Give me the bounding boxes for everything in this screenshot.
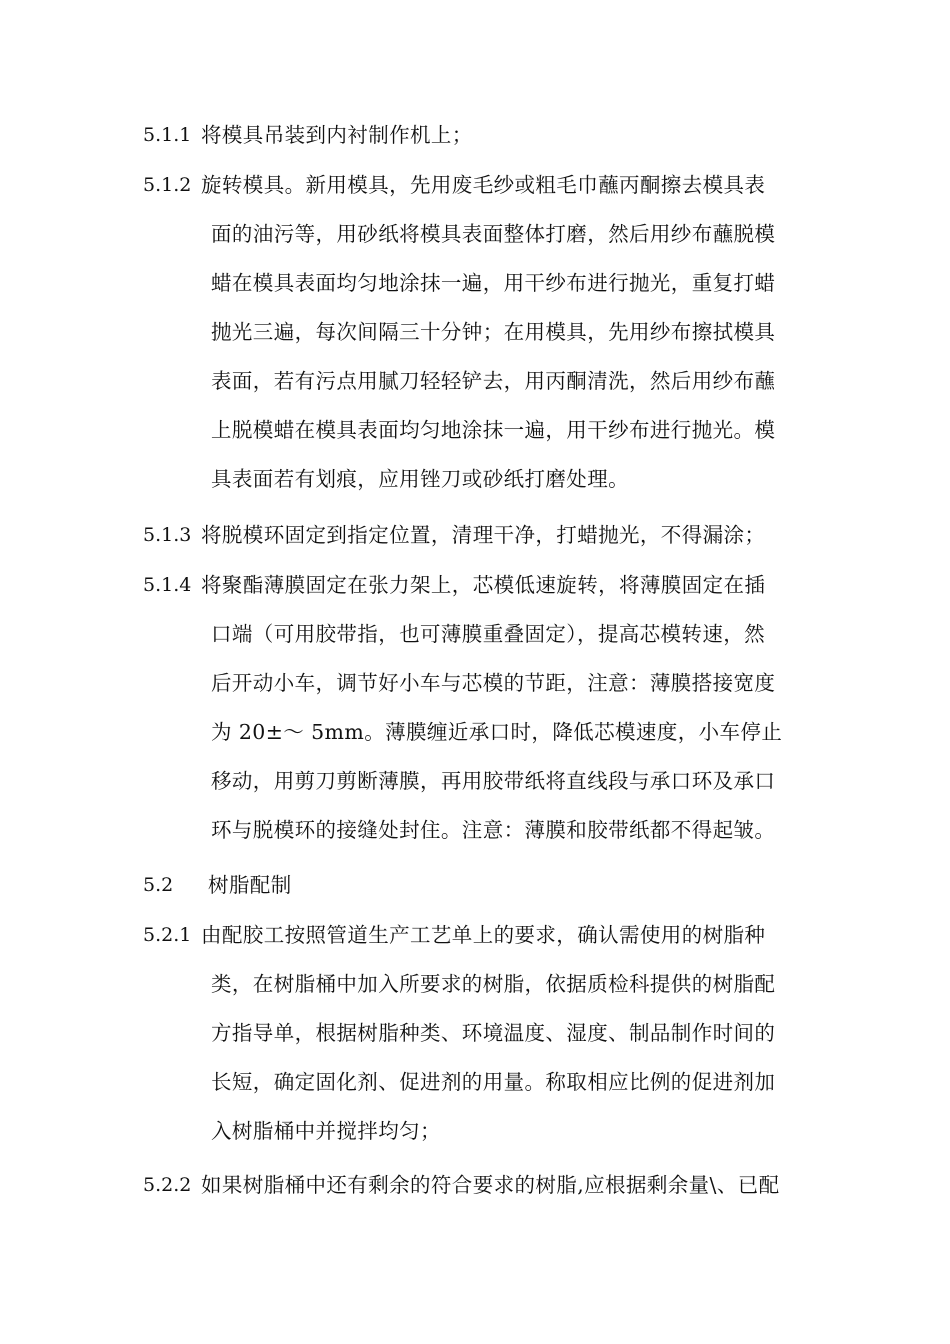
- text-line: 长短，确定固化剂、促进剂的用量。称取相应比例的促进剂加: [211, 1070, 776, 1094]
- text-line: 抛光三遍，每次间隔三十分钟；在用模具，先用纱布擦拭模具: [211, 320, 776, 344]
- section-number: 5.2.1: [143, 924, 192, 946]
- text-line: 后开动小车，调节好小车与芯模的节距，注意：薄膜搭接宽度: [211, 671, 776, 695]
- text-line: 口端（可用胶带指，也可薄膜重叠固定），提高芯模转速，然: [211, 622, 766, 646]
- text-line: 表面，若有污点用腻刀轻轻铲去，用丙酮清洗，然后用纱布蘸: [211, 369, 776, 393]
- section-number: 5.1.1: [143, 124, 192, 146]
- text-line: 环与脱模环的接缝处封住。注意：薄膜和胶带纸都不得起皱。: [211, 818, 776, 842]
- text-line: 具表面若有划痕，应用锉刀或砂纸打磨处理。: [211, 467, 629, 491]
- text-line: 如果树脂桶中还有剩余的符合要求的树脂,应根据剩余量\、已配: [201, 1173, 780, 1197]
- section-text: [201, 911, 809, 960]
- text-line: 上脱模蜡在模具表面均匀地涂抹一遍，用干纱布进行抛光。模: [211, 418, 776, 442]
- text-line: 由配胶工按照管道生产工艺单上的要求，确认需使用的树脂种: [201, 923, 766, 947]
- text-line: 面的油污等，用砂纸将模具表面整体打磨，然后用纱布蘸脱模: [211, 222, 776, 246]
- text-line: 入树脂桶中并搅拌均匀；: [211, 1119, 441, 1143]
- text-line: 类，在树脂桶中加入所要求的树脂，依据质检科提供的树脂配: [211, 972, 776, 996]
- section-number: 5.1.4: [143, 574, 192, 596]
- text-line: 移动，用剪刀剪断薄膜，再用胶带纸将直线段与承口环及承口: [211, 769, 776, 793]
- section-number: 5.1.2: [143, 174, 192, 196]
- section-text: [201, 161, 809, 210]
- section-5-2-number: 5.2: [143, 874, 174, 896]
- section-text-continued: [211, 960, 809, 1156]
- text-line: 蜡在模具表面均匀地涂抹一遍，用干纱布进行抛光，重复打蜡: [211, 271, 776, 295]
- section-text: [201, 1161, 821, 1210]
- text-line: 旋转模具。新用模具，先用废毛纱或粗毛巾蘸丙酮擦去模具表: [201, 173, 766, 197]
- text-line: 将聚酯薄膜固定在张力架上，芯模低速旋转，将薄膜固定在插: [201, 573, 766, 597]
- section-text: [201, 111, 821, 160]
- text-line: 将模具吊装到内衬制作机上；: [201, 123, 473, 147]
- section-text-continued: [211, 610, 809, 855]
- text-line: 方指导单，根据树脂种类、环境温度、湿度、制品制作时间的: [211, 1021, 776, 1045]
- section-number: 5.2.2: [143, 1174, 192, 1196]
- section-text: [201, 511, 821, 560]
- text-line: 将脱模环固定到指定位置，清理干净，打蜡抛光，不得漏涂；: [201, 523, 766, 547]
- section-5-2-heading: 树脂配制: [208, 873, 292, 897]
- section-text-continued: [211, 210, 809, 504]
- text-line: 为 20±～ 5mm。薄膜缠近承口时，降低芯模速度，小车停止: [211, 720, 783, 744]
- section-number: 5.1.3: [143, 524, 192, 546]
- section-text: [201, 561, 809, 610]
